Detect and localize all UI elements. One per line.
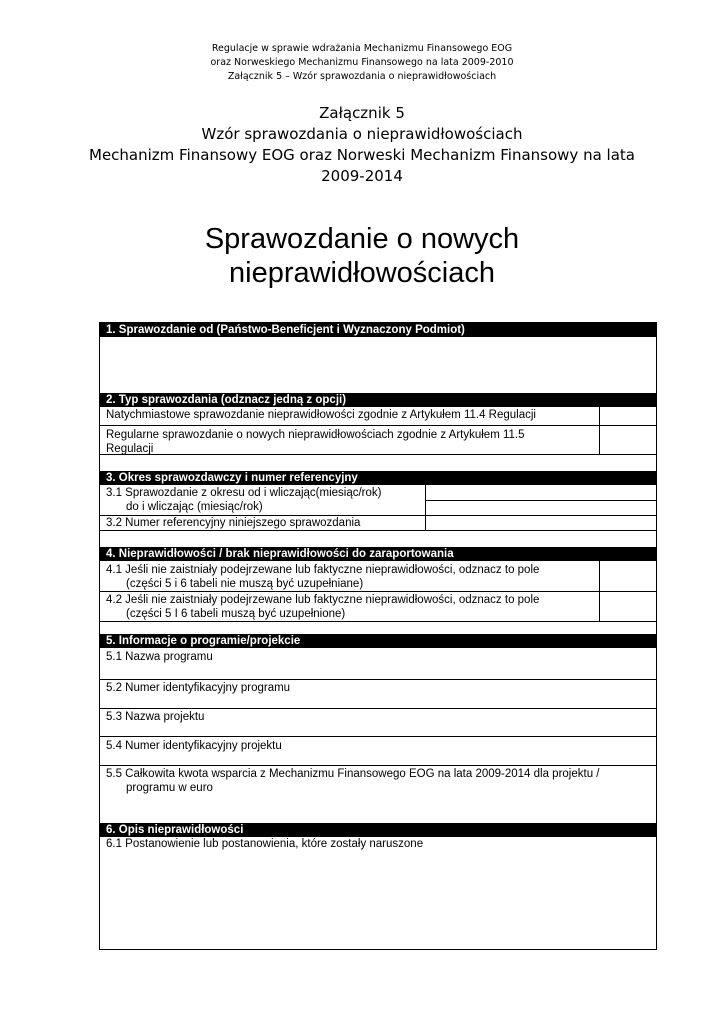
- page-title-line-2: nieprawidłowościach: [229, 257, 495, 289]
- violated-provisions-label: 6.1 Postanowienie lub postanowienia, które zostały naruszone: [106, 838, 424, 850]
- annex-line-4: 2009-2014: [321, 167, 403, 185]
- programme-name-field[interactable]: [100, 648, 656, 679]
- annex-line-2: Wzór sprawozdania o nieprawidłowościach: [201, 125, 523, 143]
- report-type-immediate-checkbox[interactable]: [599, 407, 656, 425]
- section-2-header: 2. Typ sprawozdania (odznacz jedną z opcji): [100, 393, 656, 407]
- divider: [599, 407, 600, 454]
- header-note-line-3: Załącznik 5 – Wzór sprawozdania o nieprawidłowościach: [227, 71, 497, 82]
- page-title-line-1: Sprawozdanie o nowych: [204, 223, 520, 255]
- period-from-field[interactable]: [425, 485, 656, 500]
- annex-line-1: Załącznik 5: [319, 104, 405, 122]
- annex-heading: [0, 103, 724, 187]
- divider: [100, 425, 656, 426]
- header-note-line-2: oraz Norweskiego Mechanizmu Finansowego na lata 2009-2010: [210, 57, 514, 68]
- project-name-label: 5.3 Nazwa projektu: [106, 711, 205, 723]
- report-type-regular-label-line-2: Regulacji: [106, 443, 154, 455]
- total-support-label-line-1: 5.5 Całkowita kwota wsparcia z Mechanizmu Finansowego EOG na lata 2009-2014 dla projektu /: [106, 768, 600, 780]
- section-4-header: 4. Nieprawidłowości / brak nieprawidłowości do zaraportowania: [100, 547, 656, 561]
- report-type-regular-label-line-1: Regularne sprawozdanie o nowych nieprawidłowościach zgodnie z Artykułem 11.5: [106, 429, 525, 441]
- page-title: [0, 222, 724, 290]
- divider: [100, 591, 656, 592]
- period-to-field[interactable]: [425, 501, 656, 515]
- divider: [100, 454, 656, 455]
- reporting-period-label-line-1: 3.1 Sprawozdanie z okresu od i wliczając(miesiąc/rok): [106, 487, 382, 499]
- section-1-header: 1. Sprawozdanie od (Państwo-Beneficjent i Wyznaczony Podmiot): [100, 323, 656, 337]
- divider: [100, 621, 656, 622]
- document-header-note: [0, 42, 724, 84]
- irregularities-label-line-2: (części 5 I 6 tabeli muszą być uzupełnione): [126, 608, 346, 620]
- no-irregularities-label-line-1: 4.1 Jeśli nie zaistniały podejrzewane lub faktyczne nieprawidłowości, odznacz to pole: [106, 564, 540, 576]
- annex-line-3: Mechanizm Finansowy EOG oraz Norweski Mechanizm Finansowy na lata: [89, 146, 635, 164]
- project-id-field[interactable]: [100, 737, 656, 765]
- project-name-field[interactable]: [100, 709, 656, 736]
- header-note-line-1: Regulacje w sprawie wdrażania Mechanizmu Finansowego EOG: [211, 43, 513, 54]
- divider: [425, 485, 426, 530]
- reporting-entity-field[interactable]: [100, 337, 656, 393]
- report-type-regular-checkbox[interactable]: [599, 426, 656, 454]
- violated-provisions-field[interactable]: [100, 837, 656, 949]
- section-6-header: 6. Opis nieprawidłowości: [100, 823, 656, 837]
- irregularities-checkbox[interactable]: [599, 592, 656, 621]
- reference-number-label: 3.2 Numer referencyjny niniejszego sprawozdania: [106, 517, 361, 529]
- project-id-label: 5.4 Numer identyfikacyjny projektu: [106, 740, 282, 752]
- programme-name-label: 5.1 Nazwa programu: [106, 651, 213, 663]
- total-support-label-line-2: programu w euro: [126, 782, 213, 794]
- irregularities-label-line-1: 4.2 Jeśli nie zaistniały podejrzewane lub faktyczne nieprawidłowości, odznacz to pole: [106, 594, 540, 606]
- report-form: [99, 322, 657, 950]
- no-irregularities-checkbox[interactable]: [599, 561, 656, 591]
- divider: [100, 530, 656, 531]
- divider: [599, 561, 600, 621]
- programme-id-label: 5.2 Numer identyfikacyjny programu: [106, 682, 291, 694]
- section-5-header: 5. Informacje o programie/projekcie: [100, 634, 656, 648]
- report-type-immediate-label: Natychmiastowe sprawozdanie nieprawidłowości zgodnie z Artykułem 11.4 Regulacji: [106, 409, 536, 421]
- reporting-period-label-line-2: do i wliczając (miesiąc/rok): [126, 501, 263, 513]
- total-support-field[interactable]: [100, 766, 656, 822]
- no-irregularities-label-line-2: (części 5 i 6 tabeli nie muszą być uzupełniane): [126, 578, 364, 590]
- programme-id-field[interactable]: [100, 680, 656, 708]
- reference-number-field[interactable]: [425, 516, 656, 530]
- section-3-header: 3. Okres sprawozdawczy i numer referencyjny: [100, 471, 656, 485]
